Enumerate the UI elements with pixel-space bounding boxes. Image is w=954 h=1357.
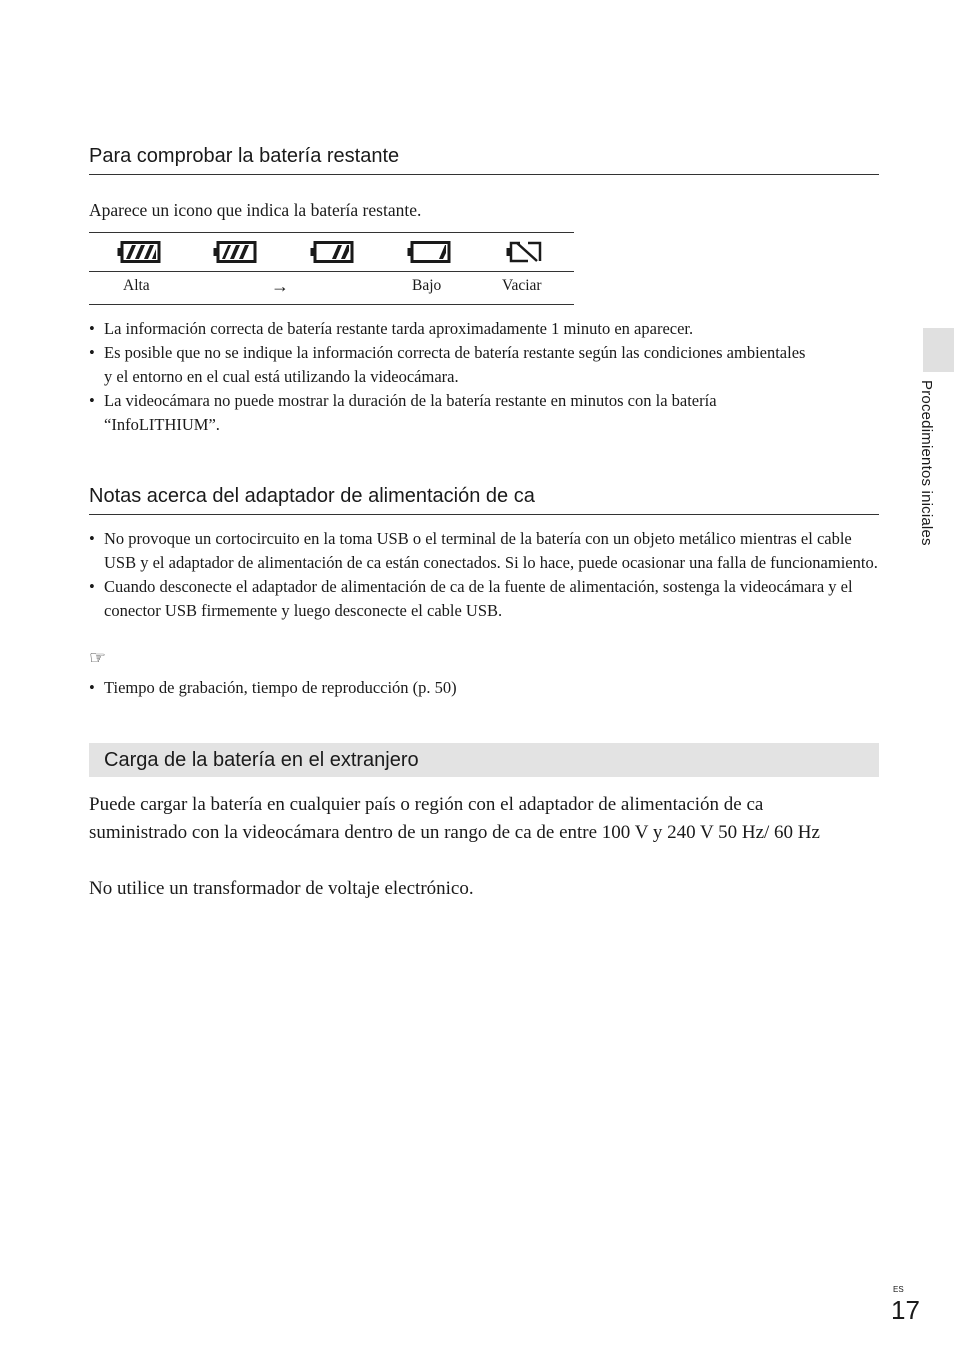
battery-full-icon (117, 241, 161, 263)
label-empty: Vaciar (502, 277, 542, 294)
battery-label-row (89, 272, 574, 304)
list-item: • No provoque un cortocircuito en la toma USB o el terminal de la batería con un objeto metálico mientras el cable USB y el adaptador de alimentación de ca están conectados. Si lo hace, puede ocasionar una falla de funcionamiento. (89, 527, 884, 575)
battery-intro-text: Aparece un icono que indica la batería restante. (89, 200, 422, 220)
battery-three-quarter-icon (213, 241, 257, 263)
list-item: • La información correcta de batería restante tarda aproximadamente 1 minuto en aparecer. (89, 317, 809, 341)
battery-icon-row (89, 233, 574, 272)
chapter-label: Procedimientos iniciales (918, 380, 935, 546)
page-number: 17 (891, 1295, 920, 1325)
list-item: • Tiempo de grabación, tiempo de reproducción (p. 50) (89, 676, 809, 700)
language-code: ES (893, 1285, 904, 1294)
section-heading-battery: Para comprobar la batería restante (89, 145, 400, 167)
section-heading-adapter: Notas acerca del adaptador de alimentación de ca (89, 485, 535, 507)
battery-half-icon (310, 241, 354, 263)
section-rule (89, 514, 879, 515)
chapter-tab (923, 328, 954, 372)
list-item: • La videocámara no puede mostrar la duración de la batería restante en minutos con la batería “InfoLITHIUM”. (89, 389, 809, 437)
section-banner-abroad (89, 743, 879, 777)
reference-list (89, 676, 809, 700)
abroad-paragraph: Puede cargar la batería en cualquier país o región con el adaptador de alimentación de ca suministrado con la videocámara dentro de un rango de ca de entre 100 V y 240 V 50 Hz/ 60 Hz (89, 794, 820, 843)
list-item: • Cuando desconecte el adaptador de alimentación de ca de la fuente de alimentación, sostenga la videocámara y el conector USB firmemente y luego desconecte el cable USB. (89, 575, 884, 623)
adapter-notes-list (89, 527, 884, 623)
abroad-paragraph-warning: No utilice un transformador de voltaje electrónico. (89, 878, 474, 899)
battery-empty-icon (506, 241, 542, 263)
list-item: • Es posible que no se indique la información correcta de batería restante según las condiciones ambientales y el entorno en el cual está utilizando la videocámara. (89, 341, 809, 389)
label-high: Alta (123, 277, 150, 294)
battery-low-icon (407, 241, 451, 263)
battery-level-table (89, 232, 574, 305)
section-rule (89, 174, 879, 175)
section-heading-abroad: Carga de la batería en el extranjero (104, 748, 419, 771)
arrow-icon: → (271, 276, 289, 296)
battery-notes-list (89, 317, 809, 437)
pointing-hand-icon: ☞ (89, 648, 107, 669)
label-low: Bajo (412, 277, 442, 294)
